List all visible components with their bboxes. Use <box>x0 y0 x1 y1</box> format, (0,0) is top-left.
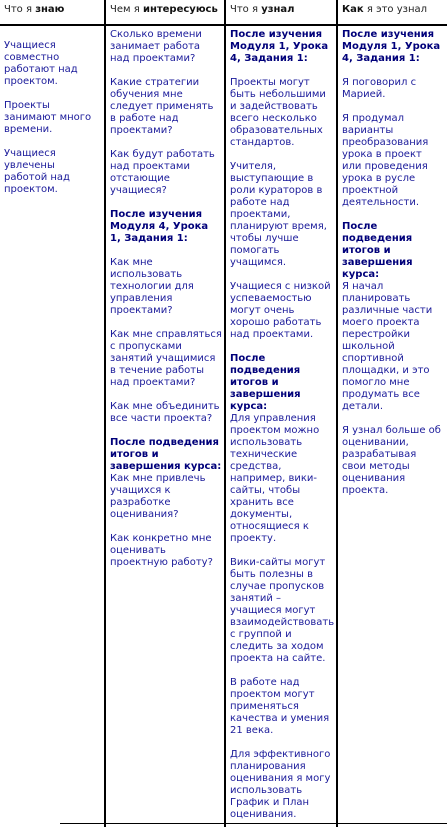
section-heading: После изучения Модуля 4, Урока 1, Задания 1: <box>110 209 209 244</box>
wonder-column <box>110 29 222 581</box>
know-item: Учащиеся увлечены работой над проектом. <box>4 148 70 195</box>
know-item: Учащиеся совместно работают над проектом. <box>4 40 78 87</box>
how-item: Я начал планировать различные части моего проекта перестройки школьной спортивной площадки, и это помогло мне продумать все детали. <box>342 281 433 412</box>
learned-item: Учителя, выступающие в роли кураторов в работе над проектами, планируют время, чтобы лучше помогать учащимся. <box>230 161 327 268</box>
wonder-question: Какие стратегии обучения мне следует применять в работе над проектами? <box>110 77 214 136</box>
learned-item: Для управления проектом можно использовать технические средства, например, вики-сайты, чтобы хранить все документы, относящиеся к проекту. <box>230 413 320 544</box>
learned-item: В работе над проектом могут применяться качества и умения 21 века. <box>230 677 330 736</box>
learned-item: Учащиеся с низкой успеваемостью могут очень хорошо работать над проектами. <box>230 281 331 340</box>
header-know: Что я знаю <box>4 4 65 15</box>
column-divider <box>224 0 226 827</box>
header-wonder: Чем я интересуюсь <box>110 4 218 15</box>
know-item: Проекты занимают много времени. <box>4 100 92 135</box>
learned-item: Проекты могут быть небольшими и задействовать всего несколько образовательных стандартов. <box>230 77 326 148</box>
how-column <box>342 29 442 509</box>
wonder-question: Как будут работать над проектами отстающие учащиеся? <box>110 149 215 196</box>
how-item: Я продумал варианты преобразования урока в проект или проведения урока в русле проектной деятельности. <box>342 113 429 208</box>
section-heading: После подведения итогов и завершения курса: <box>230 353 301 412</box>
column-divider <box>336 0 338 827</box>
header-how: Как я это узнал <box>342 4 428 15</box>
know-column <box>4 40 98 208</box>
how-item: Я поговорил с Марией. <box>342 77 417 100</box>
learned-column <box>230 29 334 833</box>
wonder-question: Как мне привлечь учащихся к разработке оценивания? <box>110 473 206 520</box>
wonder-question: Как мне использовать технологии для управления проектами? <box>110 257 194 316</box>
learned-item: Вики-сайты могут быть полезны в случае пропусков занятий – учащиеся могут взаимодействовать с группой и следить за ходом проекта на сайте. <box>230 557 335 664</box>
wonder-question: Сколько времени занимает работа над проектами? <box>110 29 202 64</box>
section-heading: После изучения Модуля 1, Урока 4, Задания 1: <box>342 29 441 64</box>
learned-item: Для эффективного планирования оценивания я могу использовать График и План оценивания. <box>230 749 331 820</box>
header-learned: Что я узнал <box>230 4 295 15</box>
how-item: Я узнал больше об оценивании, разрабатывая свои методы оценивания проекта. <box>342 425 441 496</box>
section-heading: После подведения итогов и завершения курса: <box>342 221 413 280</box>
column-divider <box>104 0 106 827</box>
section-heading: После подведения итогов и завершения курса: <box>110 437 222 472</box>
wonder-question: Как мне объединить все части проекта? <box>110 401 220 424</box>
wonder-question: Как мне справляться с пропусками занятий учащимися в течение работы над проектами? <box>110 329 222 388</box>
wonder-question: Как конкретно мне оценивать проектную работу? <box>110 533 213 568</box>
section-heading: После изучения Модуля 1, Урока 4, Задания 1: <box>230 29 329 64</box>
footer-divider <box>60 823 447 824</box>
